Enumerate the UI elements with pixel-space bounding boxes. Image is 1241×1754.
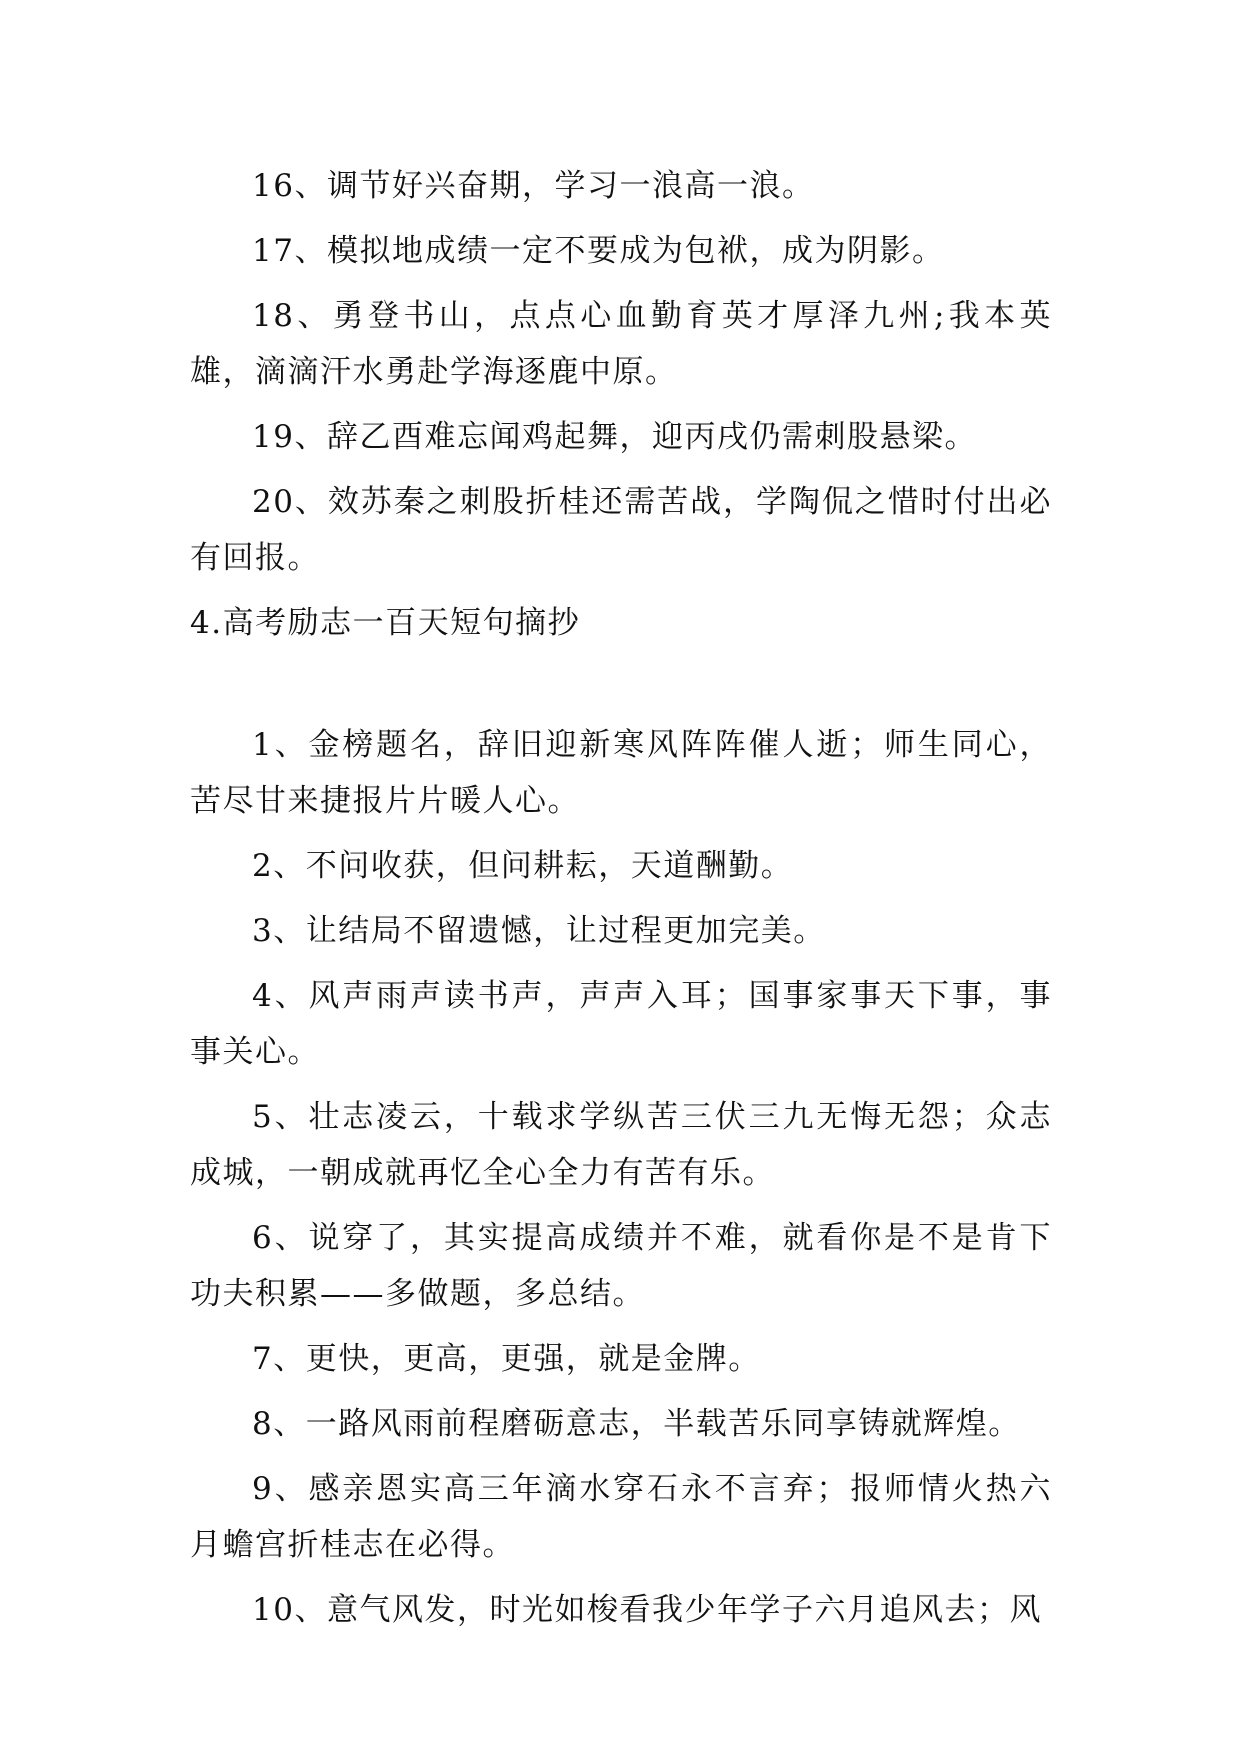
list-item: 10、意气风发，时光如梭看我少年学子六月追风去；风: [252, 1592, 1042, 1628]
section-heading: 4.高考励志一百天短句摘抄: [190, 605, 581, 641]
list-item: 5、壮志凌云，十载求学纵苦三伏三九无悔无怨；众志成城，一朝成就再忆全心全力有苦有乐。: [190, 1099, 1052, 1191]
list-item: 3、让结局不留遗憾，让过程更加完美。: [252, 913, 826, 949]
list-item: 6、说穿了，其实提高成绩并不难，就看你是不是肯下功夫积累——多做题，多总结。: [190, 1220, 1052, 1312]
list-item: 18、勇登书山，点点心血勤育英才厚泽九州;我本英雄，滴滴汗水勇赴学海逐鹿中原。: [190, 298, 1052, 390]
list-item: 2、不问收获，但问耕耘，天道酬勤。: [252, 848, 794, 884]
list-item: 1、金榜题名，辞旧迎新寒风阵阵催人逝；师生同心，苦尽甘来捷报片片暖人心。: [190, 727, 1052, 819]
list-item: 4、风声雨声读书声，声声入耳；国事家事天下事，事事关心。: [190, 978, 1052, 1070]
list-item: 17、模拟地成绩一定不要成为包袱，成为阴影。: [252, 233, 945, 269]
list-item: 19、辞乙酉难忘闻鸡起舞，迎丙戌仍需刺股悬梁。: [252, 419, 977, 455]
document-body: [190, 158, 1052, 1647]
list-item: 8、一路风雨前程磨砺意志，半载苦乐同享铸就辉煌。: [252, 1406, 1021, 1442]
section-spacer: [190, 651, 1052, 717]
list-item: 20、效苏秦之刺股折桂还需苦战，学陶侃之惜时付出必有回报。: [190, 484, 1052, 576]
list-item: 9、感亲恩实高三年滴水穿石永不言弃；报师情火热六月蟾宫折桂志在必得。: [190, 1471, 1052, 1563]
list-item: 7、更快，更高，更强，就是金牌。: [252, 1341, 761, 1377]
list-item: 16、调节好兴奋期，学习一浪高一浪。: [252, 168, 815, 204]
